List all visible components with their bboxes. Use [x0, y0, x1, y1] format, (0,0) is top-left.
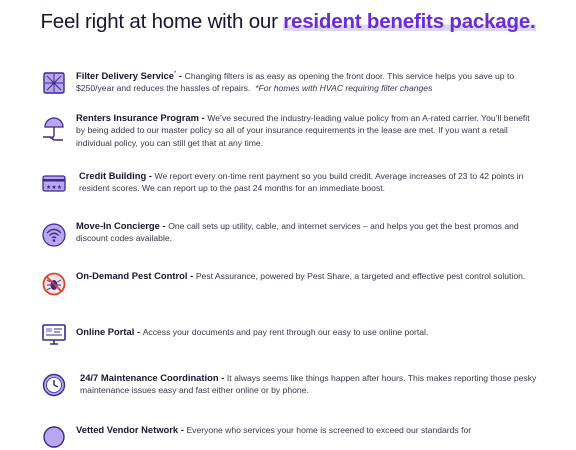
- air-filter-icon: [41, 70, 67, 96]
- benefit-desc: Access your documents and pay rent through our easy to use online portal.: [142, 327, 429, 337]
- benefit-desc: We’ve secured the industry-leading value policy from an A-rated carrier. You’ll benefit by being added to our master policy so all of your insurance requirements in the lease are met. If you want a retail individual policy, you can still get that at any time.: [76, 113, 530, 148]
- umbrella-hand-icon: [41, 116, 67, 142]
- title-prefix: Feel right at home with our: [40, 10, 284, 33]
- benefit-desc: Everyone who services your home is screened to exceed our standards for: [186, 425, 472, 435]
- benefit-name: Move-In Concierge: [76, 220, 160, 231]
- benefit-separator: -: [146, 170, 155, 181]
- clock-maintenance-icon: [41, 372, 67, 398]
- benefit-desc: One call sets up utility, cable, and internet services – and helps you get the best promos and discount codes available.: [76, 221, 519, 244]
- wifi-concierge-icon: [41, 222, 67, 248]
- benefit-desc: Pest Assurance, powered by Pest Share, a targeted and effective pest control solution.: [195, 271, 526, 281]
- benefit-separator: -: [187, 270, 196, 281]
- benefit-separator: -: [198, 112, 208, 123]
- benefit-name: Renters Insurance Program: [76, 112, 199, 123]
- page-title: [0, 10, 576, 34]
- credit-card-stars-icon: [41, 170, 67, 196]
- title-highlight: resident benefits package.: [283, 10, 536, 33]
- no-pests-icon: [41, 271, 67, 297]
- benefit-name: On-Demand Pest Control: [76, 270, 188, 281]
- benefit-separator: -: [178, 424, 187, 435]
- benefit-name: Online Portal: [76, 326, 135, 337]
- svg-text:★★★: ★★★: [45, 184, 63, 191]
- monitor-portal-icon: [41, 322, 67, 348]
- benefit-name: Credit Building: [79, 170, 147, 181]
- benefit-desc: It always seems like things happen after hours. This makes reporting those pesky maintenance issues easy and fast either online or by phone.: [80, 373, 537, 396]
- benefit-desc: We report every on-time rent payment so you build credit. Average increases of 23 to 42 points in resident scores. We can report up to the past 24 months for an immediate boost.: [79, 171, 524, 194]
- benefit-separator: -: [134, 326, 143, 337]
- benefit-separator: -: [159, 220, 169, 231]
- vetted-vendor-icon: [41, 424, 67, 450]
- benefit-name: Filter Delivery Service: [76, 69, 174, 81]
- benefit-name-sup: *: [173, 71, 177, 77]
- benefit-name: Vetted Vendor Network: [76, 424, 179, 435]
- benefit-separator: -: [176, 69, 185, 81]
- benefit-name: 24/7 Maintenance Coordination: [80, 372, 219, 383]
- benefit-separator: -: [218, 372, 227, 383]
- benefit-desc: Changing filters is as easy as opening the front door. This service helps you save up to $250/year and reduces the hassles of repairs.: [76, 70, 515, 94]
- benefit-note: *For homes with HVAC requiring filter changes: [255, 83, 433, 94]
